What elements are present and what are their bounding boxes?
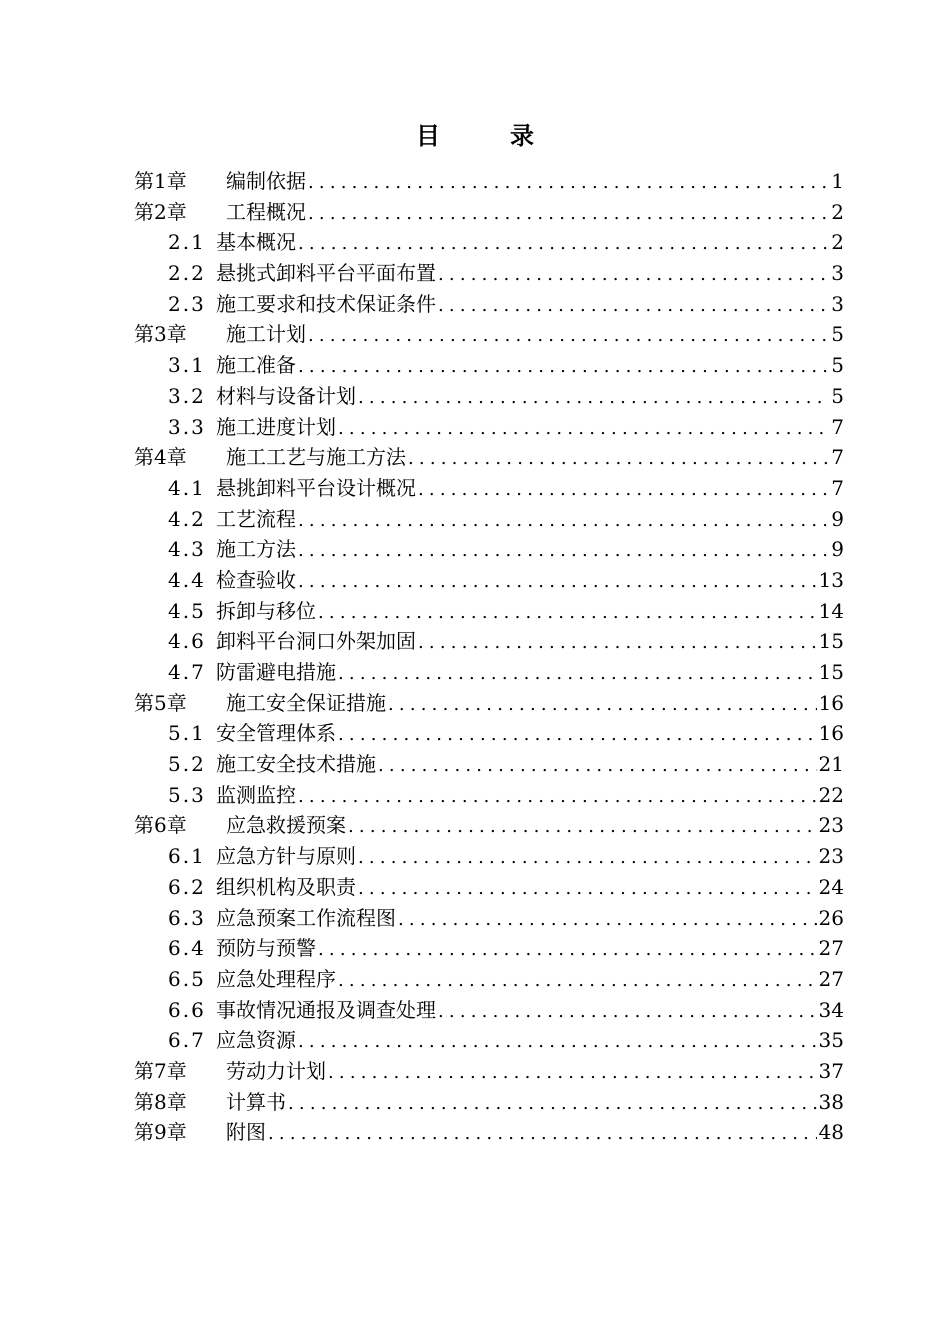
toc-dot-leader bbox=[338, 659, 817, 690]
toc-entry-title: 应急预案工作流程图 bbox=[216, 905, 396, 930]
toc-entry-row bbox=[134, 1087, 844, 1120]
toc-entry-row bbox=[168, 596, 844, 629]
toc-entry-number: 6.6 bbox=[168, 997, 206, 1022]
toc-dot-leader bbox=[438, 291, 829, 322]
toc-section-entry[interactable] bbox=[134, 964, 844, 995]
toc-entry-title: 附图 bbox=[226, 1120, 266, 1145]
toc-entry-row bbox=[168, 626, 844, 659]
toc-entry-number: 2.1 bbox=[168, 230, 206, 255]
toc-section-entry[interactable] bbox=[134, 626, 844, 657]
toc-section-entry[interactable] bbox=[134, 718, 844, 749]
toc-chapter-entry[interactable] bbox=[134, 197, 844, 228]
toc-entry-row bbox=[134, 442, 844, 475]
toc-entry-number: 5.3 bbox=[168, 782, 206, 807]
toc-entry-page-number: 2 bbox=[831, 199, 844, 224]
toc-dot-leader bbox=[358, 843, 817, 874]
toc-entry-number: 3.1 bbox=[168, 353, 206, 378]
toc-entry-page-number: 38 bbox=[818, 1089, 844, 1114]
toc-entry-row bbox=[168, 718, 844, 751]
toc-dot-leader bbox=[298, 1027, 817, 1058]
toc-entry-number: 第9章 bbox=[134, 1120, 187, 1145]
toc-entry-row bbox=[134, 197, 844, 230]
toc-entry-title: 安全管理体系 bbox=[216, 721, 336, 746]
toc-section-entry[interactable] bbox=[134, 749, 844, 780]
toc-entry-page-number: 16 bbox=[818, 721, 844, 746]
toc-entry-row bbox=[168, 872, 844, 905]
toc-section-entry[interactable] bbox=[134, 381, 844, 412]
toc-entry-number: 2.3 bbox=[168, 291, 206, 316]
toc-entry-title: 施工准备 bbox=[216, 353, 296, 378]
toc-dot-leader bbox=[298, 567, 817, 598]
toc-dot-leader bbox=[358, 874, 817, 905]
toc-entry-title: 基本概况 bbox=[216, 230, 296, 255]
toc-section-entry[interactable] bbox=[134, 903, 844, 934]
toc-entry-title: 应急资源 bbox=[216, 1028, 296, 1053]
toc-entry-page-number: 27 bbox=[818, 966, 844, 991]
toc-entry-page-number: 24 bbox=[818, 874, 844, 899]
toc-chapter-entry[interactable] bbox=[134, 810, 844, 841]
toc-entry-title: 工程概况 bbox=[226, 199, 306, 224]
toc-dot-leader bbox=[308, 321, 829, 352]
toc-dot-leader bbox=[298, 782, 817, 813]
toc-entry-title: 应急方针与原则 bbox=[216, 844, 356, 869]
toc-entry-title: 监测监控 bbox=[216, 782, 296, 807]
toc-entry-number: 6.7 bbox=[168, 1028, 206, 1053]
toc-entry-page-number: 48 bbox=[818, 1120, 844, 1145]
toc-section-entry[interactable] bbox=[134, 504, 844, 535]
toc-entry-row bbox=[168, 933, 844, 966]
toc-entry-row bbox=[168, 289, 844, 322]
toc-entry-title: 应急救援预案 bbox=[226, 813, 346, 838]
toc-entry-number: 第7章 bbox=[134, 1058, 187, 1083]
toc-entry-page-number: 7 bbox=[831, 475, 844, 500]
toc-entry-page-number: 7 bbox=[831, 414, 844, 439]
toc-entry-number: 5.1 bbox=[168, 721, 206, 746]
toc-section-entry[interactable] bbox=[134, 780, 844, 811]
toc-entry-title: 计算书 bbox=[226, 1089, 286, 1114]
toc-entry-number: 3.3 bbox=[168, 414, 206, 439]
toc-entry-number: 4.3 bbox=[168, 537, 206, 562]
toc-entry-number: 4.6 bbox=[168, 629, 206, 654]
toc-entry-page-number: 13 bbox=[818, 567, 844, 592]
toc-entry-row bbox=[168, 381, 844, 414]
toc-dot-leader bbox=[418, 628, 817, 659]
toc-section-entry[interactable] bbox=[134, 473, 844, 504]
toc-entry-row bbox=[168, 504, 844, 537]
toc-entry-title: 施工安全保证措施 bbox=[226, 690, 386, 715]
toc-entry-title: 编制依据 bbox=[226, 169, 306, 193]
toc-entry-number: 第8章 bbox=[134, 1089, 187, 1114]
toc-entry-number: 4.5 bbox=[168, 598, 206, 623]
toc-entry-title: 组织机构及职责 bbox=[216, 874, 356, 899]
toc-entry-row bbox=[168, 565, 844, 598]
toc-section-entry[interactable] bbox=[134, 933, 844, 964]
toc-entry-row bbox=[134, 688, 844, 721]
toc-dot-leader bbox=[378, 751, 817, 782]
toc-section-entry[interactable] bbox=[134, 534, 844, 565]
toc-dot-leader bbox=[288, 1089, 817, 1120]
toc-entry-title: 拆卸与移位 bbox=[216, 598, 316, 623]
toc-entry-page-number: 34 bbox=[818, 997, 844, 1022]
toc-entry-page-number: 15 bbox=[818, 660, 844, 684]
toc-entry-title: 应急处理程序 bbox=[216, 966, 336, 991]
toc-dot-leader bbox=[438, 260, 829, 291]
toc-dot-leader bbox=[408, 444, 829, 475]
toc-entry-title: 施工要求和技术保证条件 bbox=[216, 291, 436, 316]
toc-entry-number: 6.5 bbox=[168, 966, 206, 991]
toc-entry-page-number: 23 bbox=[818, 813, 844, 838]
toc-entry-row bbox=[168, 841, 844, 874]
toc-chapter-entry[interactable] bbox=[134, 442, 844, 473]
toc-entry-row bbox=[168, 534, 844, 567]
toc-entry-row bbox=[168, 473, 844, 506]
toc-section-entry[interactable] bbox=[134, 258, 844, 289]
toc-entry-page-number: 27 bbox=[818, 936, 844, 961]
toc-entry-row bbox=[168, 227, 844, 260]
toc-section-entry[interactable] bbox=[134, 872, 844, 903]
toc-entry-page-number: 35 bbox=[818, 1028, 844, 1053]
toc-entry-number: 4.2 bbox=[168, 506, 206, 531]
toc-dot-leader bbox=[418, 475, 829, 506]
toc-entry-row bbox=[168, 350, 844, 383]
toc-entry-page-number: 3 bbox=[831, 291, 844, 316]
toc-entry-number: 3.2 bbox=[168, 383, 206, 408]
toc-entry-title: 施工安全技术措施 bbox=[216, 752, 376, 777]
toc-entry-title: 悬挑式卸料平台平面布置 bbox=[216, 261, 436, 286]
toc-entry-page-number: 15 bbox=[818, 629, 844, 654]
toc-dot-leader bbox=[268, 1119, 817, 1150]
toc-entry-page-number: 9 bbox=[831, 537, 844, 562]
toc-dot-leader bbox=[318, 598, 817, 629]
toc-entry-title: 施工方法 bbox=[216, 537, 296, 562]
toc-entry-number: 6.3 bbox=[168, 905, 206, 930]
toc-entry-title: 工艺流程 bbox=[216, 506, 296, 531]
toc-entry-title: 施工进度计划 bbox=[216, 414, 336, 439]
toc-entry-number: 第5章 bbox=[134, 690, 187, 715]
toc-entry-page-number: 9 bbox=[831, 506, 844, 531]
toc-entry-page-number: 5 bbox=[831, 383, 844, 408]
toc-chapter-entry[interactable] bbox=[134, 688, 844, 719]
toc-section-entry[interactable] bbox=[134, 412, 844, 443]
toc-entry-page-number: 22 bbox=[818, 782, 844, 807]
toc-entry-page-number: 16 bbox=[818, 690, 844, 715]
toc-entry-title: 劳动力计划 bbox=[226, 1058, 326, 1083]
toc-dot-leader bbox=[308, 168, 829, 199]
toc-dot-leader bbox=[298, 506, 829, 537]
toc-entry-title: 防雷避电措施 bbox=[216, 660, 336, 684]
toc-entry-row bbox=[134, 810, 844, 843]
toc-entry-page-number: 3 bbox=[831, 261, 844, 286]
toc-entry-row bbox=[134, 166, 844, 199]
toc-entry-row bbox=[168, 258, 844, 291]
toc-entry-number: 4.7 bbox=[168, 660, 206, 684]
toc-section-entry[interactable] bbox=[134, 657, 844, 688]
toc-dot-leader bbox=[348, 812, 817, 843]
toc-dot-leader bbox=[308, 199, 829, 230]
toc-entry-page-number: 37 bbox=[818, 1058, 844, 1083]
toc-entry-page-number: 7 bbox=[831, 445, 844, 470]
toc-entry-number: 第1章 bbox=[134, 169, 187, 193]
toc-chapter-entry[interactable] bbox=[134, 166, 844, 197]
toc-entry-row bbox=[168, 964, 844, 997]
toc-dot-leader bbox=[398, 905, 817, 936]
toc-section-entry[interactable] bbox=[134, 350, 844, 381]
toc-section-entry[interactable] bbox=[134, 565, 844, 596]
toc-entry-title: 事故情况通报及调查处理 bbox=[216, 997, 436, 1022]
toc-entry-title: 预防与预警 bbox=[216, 936, 316, 961]
toc-entry-number: 6.1 bbox=[168, 844, 206, 869]
toc-dot-leader bbox=[388, 690, 817, 721]
toc-entry-row bbox=[134, 1117, 844, 1150]
toc-entry-number: 第6章 bbox=[134, 813, 187, 838]
toc-section-entry[interactable] bbox=[134, 1025, 844, 1056]
toc-entry-title: 检查验收 bbox=[216, 567, 296, 592]
toc-entry-number: 4.4 bbox=[168, 567, 206, 592]
toc-entry-row bbox=[168, 1025, 844, 1058]
toc-entry-page-number: 21 bbox=[818, 752, 844, 777]
toc-dot-leader bbox=[298, 352, 829, 383]
toc-entry-page-number: 26 bbox=[818, 905, 844, 930]
toc-entry-number: 6.4 bbox=[168, 936, 206, 961]
toc-entry-page-number: 23 bbox=[818, 844, 844, 869]
toc-entry-title: 材料与设备计划 bbox=[216, 383, 356, 408]
toc-chapter-entry[interactable] bbox=[134, 1087, 844, 1118]
toc-entry-page-number: 5 bbox=[831, 353, 844, 378]
toc-chapter-entry[interactable] bbox=[134, 1056, 844, 1087]
toc-entry-title: 施工计划 bbox=[226, 322, 306, 347]
toc-dot-leader bbox=[338, 966, 817, 997]
toc-entry-row bbox=[168, 780, 844, 813]
toc-entry-number: 第2章 bbox=[134, 199, 187, 224]
toc-dot-leader bbox=[338, 414, 829, 445]
toc-dot-leader bbox=[318, 935, 817, 966]
toc-section-entry[interactable] bbox=[134, 841, 844, 872]
page-title: 目录 bbox=[416, 122, 604, 150]
toc-section-entry[interactable] bbox=[134, 289, 844, 320]
toc-section-entry[interactable] bbox=[134, 596, 844, 627]
toc-entry-number: 5.2 bbox=[168, 752, 206, 777]
toc-entry-title: 悬挑卸料平台设计概况 bbox=[216, 475, 416, 500]
toc-dot-leader bbox=[338, 720, 817, 751]
table-of-contents bbox=[134, 166, 844, 1148]
toc-chapter-entry[interactable] bbox=[134, 319, 844, 350]
toc-entry-page-number: 2 bbox=[831, 230, 844, 255]
toc-entry-row bbox=[134, 1056, 844, 1089]
toc-entry-number: 6.2 bbox=[168, 874, 206, 899]
toc-entry-row bbox=[168, 749, 844, 782]
toc-entry-number: 2.2 bbox=[168, 261, 206, 286]
toc-dot-leader bbox=[298, 536, 829, 567]
toc-entry-number: 第3章 bbox=[134, 322, 187, 347]
toc-entry-title: 施工工艺与施工方法 bbox=[226, 445, 406, 470]
toc-entry-page-number: 5 bbox=[831, 322, 844, 347]
toc-chapter-entry[interactable] bbox=[134, 1117, 844, 1148]
toc-section-entry[interactable] bbox=[134, 227, 844, 258]
toc-dot-leader bbox=[358, 383, 829, 414]
toc-entry-row bbox=[168, 657, 844, 690]
toc-entry-row bbox=[168, 412, 844, 445]
toc-dot-leader bbox=[298, 229, 829, 260]
toc-section-entry[interactable] bbox=[134, 995, 844, 1026]
toc-entry-number: 第4章 bbox=[134, 445, 187, 470]
toc-entry-number: 4.1 bbox=[168, 475, 206, 500]
toc-entry-page-number: 14 bbox=[818, 598, 844, 623]
toc-entry-page-number: 1 bbox=[831, 169, 844, 193]
toc-dot-leader bbox=[438, 997, 817, 1028]
toc-dot-leader bbox=[328, 1058, 817, 1089]
toc-entry-row bbox=[168, 995, 844, 1028]
toc-entry-row bbox=[134, 319, 844, 352]
toc-entry-title: 卸料平台洞口外架加固 bbox=[216, 629, 416, 654]
toc-entry-row bbox=[168, 903, 844, 936]
